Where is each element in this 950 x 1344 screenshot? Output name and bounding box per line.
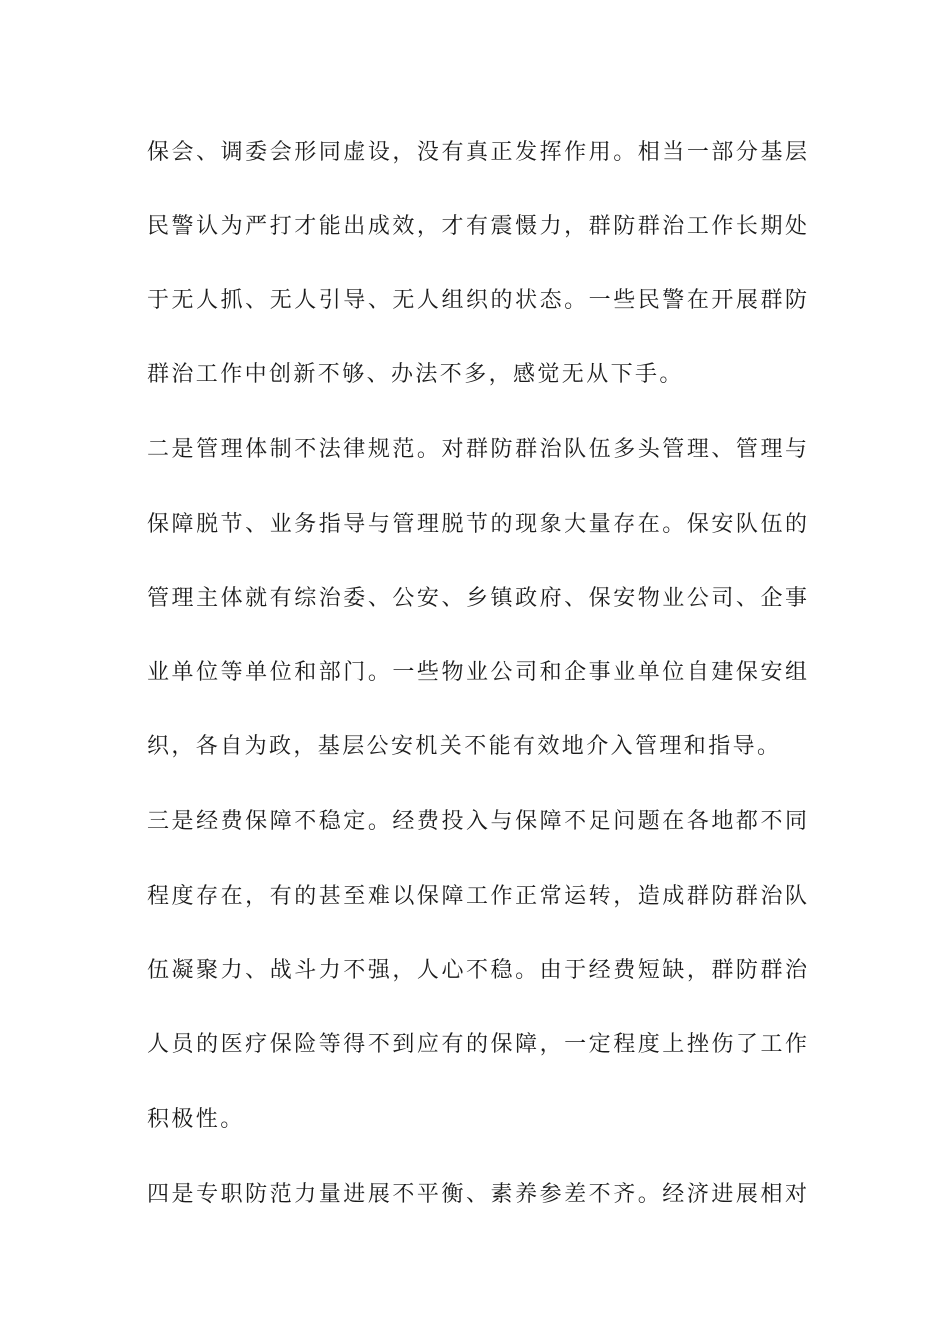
text-line: 群治工作中创新不够、办法不多，感觉无从下手。 (147, 362, 684, 387)
text-line: 四是专职防范力量进展不平衡、素养参差不齐。经济进展相对 (147, 1182, 807, 1207)
text-line: 人员的医疗保险等得不到应有的保障，一定程度上挫伤了工作 (147, 1032, 807, 1057)
text-line: 三是经费保障不稳定。经费投入与保障不足问题在各地都不同 (147, 809, 807, 834)
text-line: 二是管理体制不法律规范。对群防群治队伍多头管理、管理与 (147, 437, 807, 462)
text-line: 保会、调委会形同虚设，没有真正发挥作用。相当一部分基层 (147, 140, 807, 165)
text-line: 织，各自为政，基层公安机关不能有效地介入管理和指导。 (147, 734, 782, 759)
text-line: 业单位等单位和部门。一些物业公司和企事业单位自建保安组 (147, 660, 807, 685)
text-line: 保障脱节、业务指导与管理脱节的现象大量存在。保安队伍的 (147, 512, 807, 537)
text-line: 于无人抓、无人引导、无人组织的状态。一些民警在开展群防 (147, 288, 807, 313)
text-line: 管理主体就有综治委、公安、乡镇政府、保安物业公司、企事 (147, 586, 807, 611)
text-line: 程度存在，有的甚至难以保障工作正常运转，造成群防群治队 (147, 884, 807, 909)
text-line: 积极性。 (147, 1107, 245, 1132)
text-line: 民警认为严打才能出成效，才有震慑力，群防群治工作长期处 (147, 214, 807, 239)
text-line: 伍凝聚力、战斗力不强，人心不稳。由于经费短缺，群防群治 (147, 958, 807, 983)
